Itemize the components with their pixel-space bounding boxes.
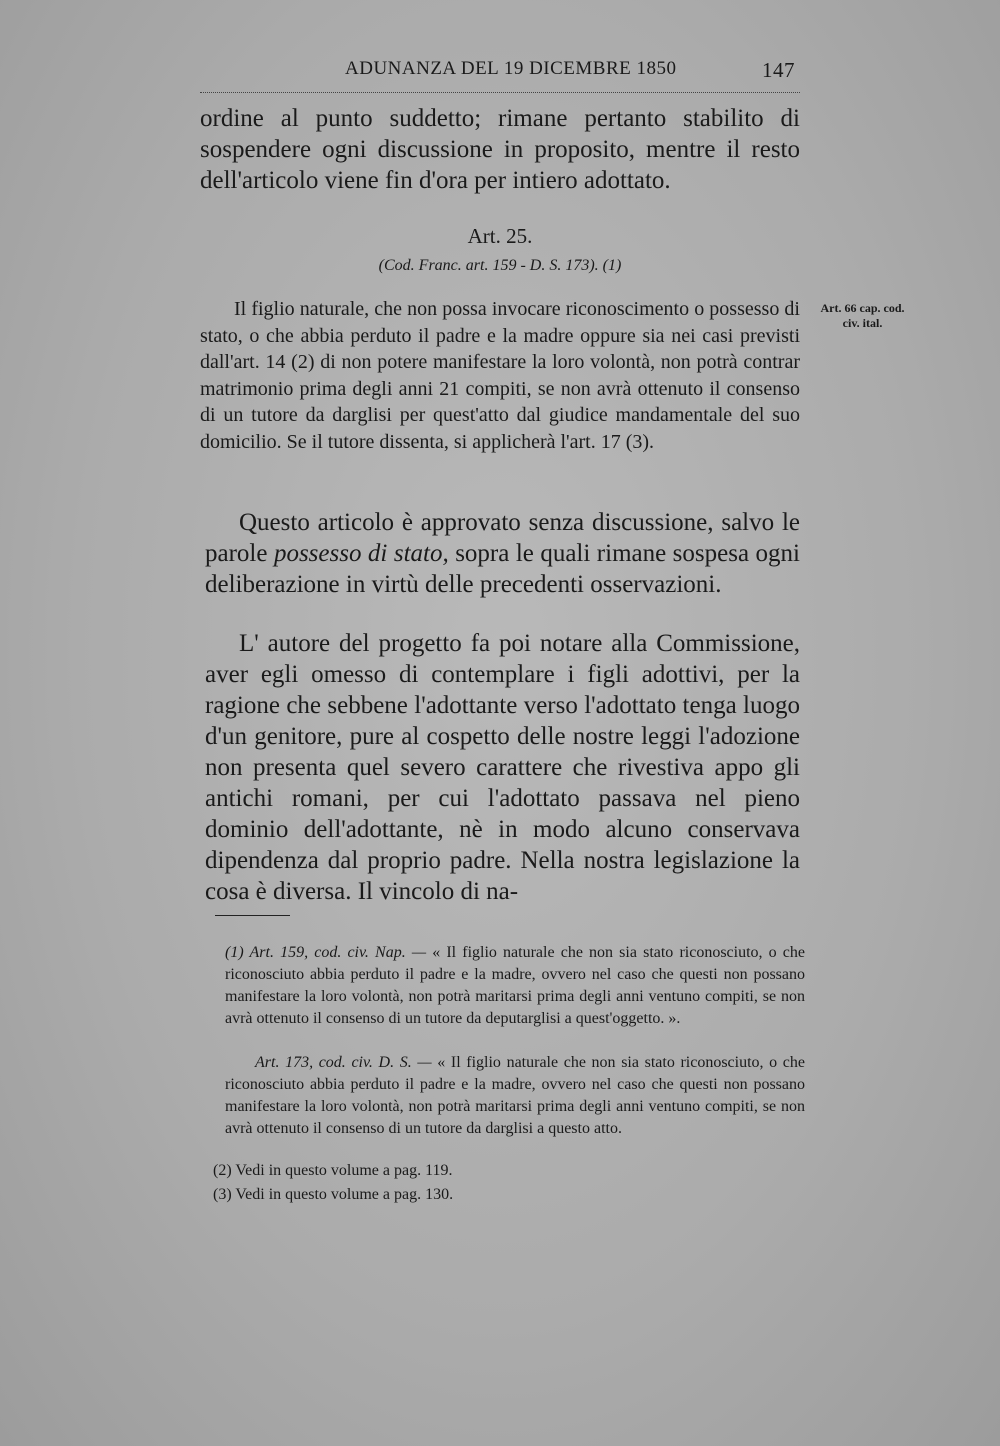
footnote-1: (1) Art. 159, cod. civ. Nap. — « Il figlio naturale che non sia stato riconosciuto, o che riconosciuto abbia perduto il padre e la madre, ovvero nel caso che questi non possano manifestare la loro volontà, non potrà maritarsi prima degli anni ventuno compiti, se non avrà ottenuto il consenso di un tutore da deputarglisi a quest'oggetto. ».	[225, 944, 806, 1027]
italic-phrase: possesso di stato,	[273, 540, 449, 567]
article-reference: (Cod. Franc. art. 159 - D. S. 173). (1)	[378, 257, 622, 274]
article-heading: Art. 25.	[467, 224, 533, 248]
running-title: ADUNANZA DEL 19 DICEMBRE 1850	[345, 58, 677, 79]
paragraph-1: ordine al punto suddetto; rimane pertanto stabilito di sospendere ogni discussione in proposito, mentre il resto dell'articolo viene fin d'ora per intiero adottato.	[200, 105, 800, 194]
paragraph-3: L' autore del progetto fa poi notare alla Commissione, aver egli omesso di contemplare i figli adottivi, per la ragione che sebbene l'adottante verso l'adottato tenga luogo d'un genitore, pure al cospetto delle nostre leggi l'adozione non presenta quel severo carattere che rivestiva appo gli antichi romani, per cui l'adottato passava nel pieno dominio dell'adottante, nè in modo alcuno conservava dipendenza dal proprio padre. Nella nostra legislazione la cosa è diversa. Il vincolo di na-	[205, 630, 800, 905]
article-text: Il figlio naturale, che non possa invocare riconoscimento o possesso di stato, o che abbia perduto il padre e la madre oppure sia nei casi previsti dall'art. 14 (2) di non potere manifestare la loro volontà, non potrà contrar matrimonio prima degli anni 21 compiti, se non avrà ottenuto il consenso di un tutore da darglisi per quest'atto dal giudice mandamentale del suo domicilio. Se il tutore dissenta, si applicherà l'art. 17 (3).	[200, 298, 800, 453]
page-number: 147	[762, 58, 795, 82]
footnote-1b: Art. 173, cod. civ. D. S. — « Il figlio naturale che non sia stato riconosciuto, o che riconosciuto abbia perduto il padre e la madre, ovvero nel caso che questi non possano manifestare la loro volontà, non potrà maritarsi prima degli anni ventuno compiti, se non avrà ottenuto il consenso di un tutore da darglisi a questo atto.	[225, 1054, 806, 1137]
footnote-rule	[215, 915, 290, 916]
running-header	[345, 58, 795, 88]
footnote-3: (3) Vedi in questo volume a pag. 130.	[213, 1186, 454, 1203]
header-rule	[200, 92, 800, 93]
footnote-2: (2) Vedi in questo volume a pag. 119.	[213, 1162, 453, 1179]
margin-note: Art. 66 cap. cod. civ. ital.	[820, 301, 905, 330]
paragraph-2: Questo articolo è approvato senza discussione, salvo le parole possesso di stato, sopra le quali rimane sospesa ogni deliberazione in virtù delle precedenti osservazioni.	[205, 509, 800, 598]
